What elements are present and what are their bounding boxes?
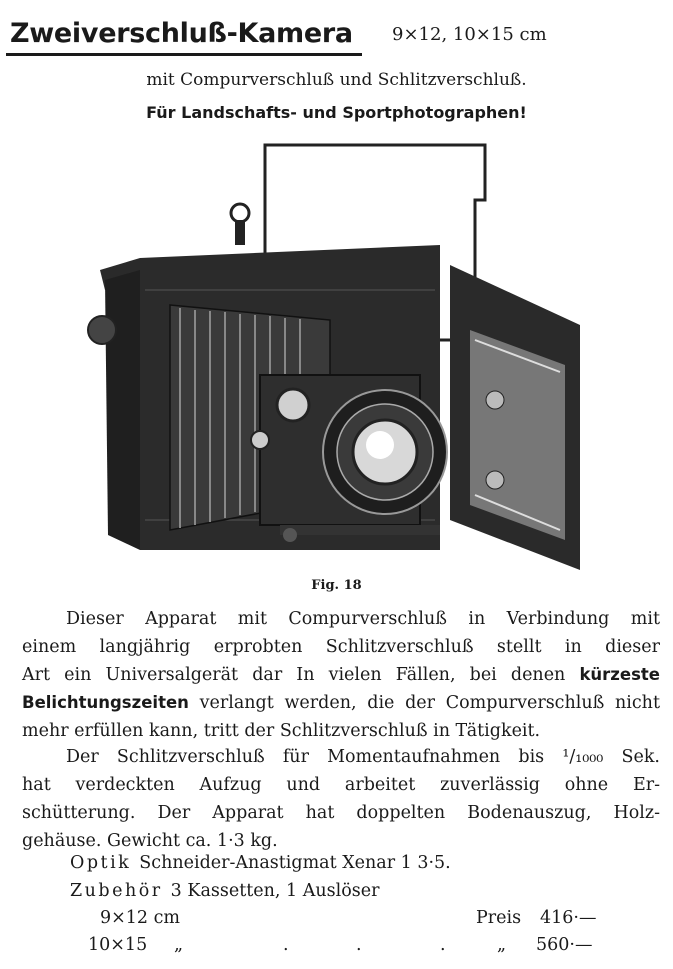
text-line [22,743,660,771]
figure-caption: Fig. 18 [311,578,362,593]
bold-term: kürzeste [579,665,660,684]
text-run: verlangt werden, die der Compurverschluß nicht [199,693,660,713]
price-value: 560·— [536,935,593,955]
description-paragraph-1 [22,605,660,745]
text-line: Dieser Apparat mit Compurverschluß in Verbindung mit [66,609,660,629]
shutter-speed-fraction: ¹/₁₀₀₀ [562,747,604,767]
text-run: Der Schlitzverschluß für Momentaufnahmen bis [66,747,563,767]
text-line: schütterung. Der Apparat hat doppelten Bodenauszug, Holz- [22,803,660,823]
spec-optik [70,853,451,873]
title-underline [6,53,362,56]
text-line: gehäuse. Gewicht ca. 1·3 kg. [22,831,278,851]
spec-value: Schneider-Anastigmat Xenar 1 3·5. [139,853,451,873]
text-line: einem langjährig erprobten Schlitzverschluß stellt in dieser [22,637,660,657]
text-line: hat verdeckten Aufzug und arbeitet zuverlässig ohne Er- [22,775,660,795]
price-value: 416·— [540,908,597,928]
page-title: Zweiverschluß-Kamera [10,18,353,49]
text-run: Art ein Universalgerät dar In vielen Fällen, bei denen [22,665,580,685]
description-paragraph-2 [22,743,660,855]
leader-dot: . [356,935,362,955]
ditto-mark: „ [497,935,507,955]
text-line [22,661,660,689]
price-size: 10×15 [88,935,148,955]
spec-zubehoer [70,881,379,901]
subtitle: mit Compurverschluß und Schlitzverschluß. [146,70,527,90]
camera-illustration [80,140,590,580]
format-sizes: 9×12, 10×15 cm [392,24,547,45]
ditto-mark: „ [174,935,184,955]
leader-dot: . [283,935,289,955]
spec-label: Zubehör [70,881,163,901]
bold-term: Belichtungszeiten [22,693,189,712]
slogan: Für Landschafts- und Sportphotographen! [146,103,527,122]
text-run: Sek. [603,747,660,767]
price-size: 9×12 cm [100,908,181,928]
leader-dot: . [440,935,446,955]
text-line [22,689,660,717]
text-line: mehr erfüllen kann, tritt der Schlitzverschluß in Tätigkeit. [22,721,541,741]
spec-label: Optik [70,853,132,873]
spec-value: 3 Kassetten, 1 Auslöser [170,881,380,901]
price-label: Preis [476,908,522,928]
